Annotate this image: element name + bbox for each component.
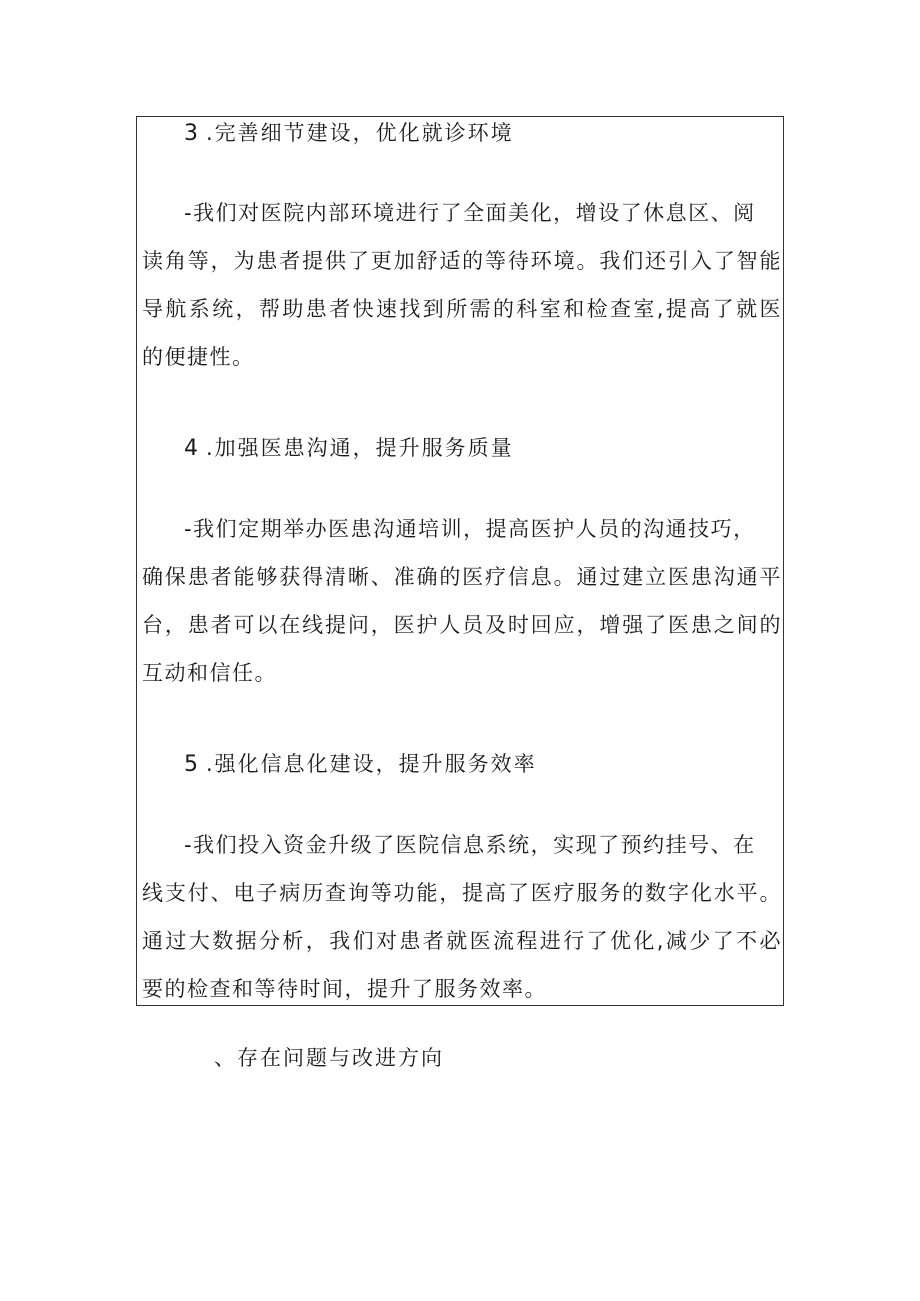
paragraph-line: -我们投入资金升级了医院信息系统，实现了预约挂号、在 [184,833,756,857]
paragraph-line: -我们定期举办医患沟通培训，提高医护人员的沟通技巧， [184,517,756,541]
section-number: 5 [184,752,200,777]
paragraph-line: 要的检查和等待时间，提升了服务效率。 [142,977,547,1001]
paragraph-line: 确保患者能够获得清晰、准确的医疗信息。通过建立医患沟通平 [142,565,782,589]
section-heading-5 [184,749,537,780]
paragraph-line: 线支付、电子病历查询等功能，提高了医疗服务的数字化水平。 [142,881,782,905]
section-title: .加强医患沟通，提升服务质量 [206,436,514,460]
paragraph-line: 读角等，为患者提供了更加舒适的等待环境。我们还引入了智能 [142,249,782,273]
section-title: .强化信息化建设，提升服务效率 [206,752,537,776]
section-heading-4 [184,433,514,464]
paragraph-line: 导航系统，帮助患者快速找到所需的科室和检查室,提高了就医 [142,297,782,321]
paragraph-line: 台，患者可以在线提问，医护人员及时回应，增强了医患之间的 [142,613,782,637]
paragraph-line: 的便捷性。 [142,345,255,369]
section-number: 3 [184,121,200,146]
section-number: 4 [184,436,200,461]
paragraph-line: 通过大数据分析，我们对患者就医流程进行了优化,减少了不必 [142,929,782,953]
section-title: .完善细节建设，优化就诊环境 [206,121,514,145]
footer-heading: 、存在问题与改进方向 [214,1046,444,1070]
section-heading-3 [184,118,514,149]
paragraph-line: 互动和信任。 [142,661,277,685]
paragraph-line: -我们对医院内部环境进行了全面美化，增设了休息区、阅 [184,201,756,225]
